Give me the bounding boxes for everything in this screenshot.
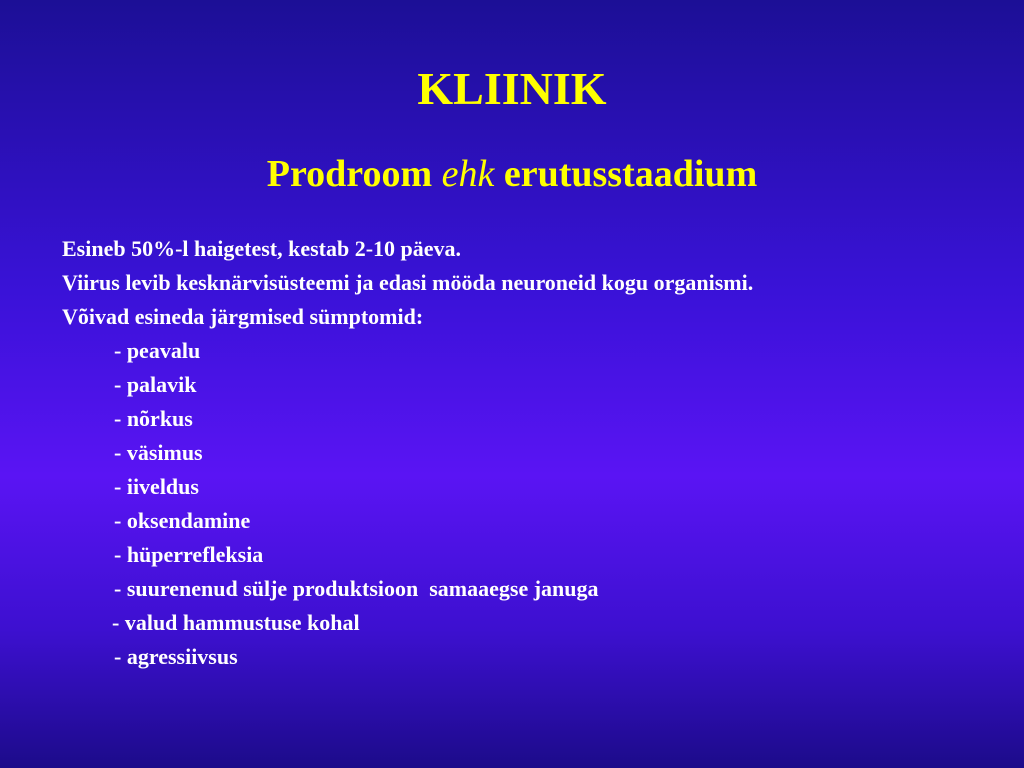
intro-line-3: Võivad esineda järgmised sümptomid: xyxy=(62,304,424,329)
subtitle-part-2-italic: ehk xyxy=(441,153,495,195)
intro-line-2: Viirus levib kesknärvisüsteemi ja edasi mööda neuroneid kogu organismi. xyxy=(62,270,754,295)
subtitle-part-3: erutusstaadium xyxy=(494,153,758,195)
symptom-item: - nõrkus xyxy=(114,406,193,431)
symptom-item: - palavik xyxy=(114,372,197,397)
subtitle-part-1: Prodroom xyxy=(266,153,442,195)
symptom-item: - suurenenud sülje produktsioon samaaegse januga xyxy=(114,576,599,601)
slide-subtitle xyxy=(0,150,1024,198)
symptom-item: - agressiivsus xyxy=(114,644,238,669)
intro-line-1: Esineb 50%-l haigetest, kestab 2-10 päeva. xyxy=(62,236,462,261)
symptom-item: - peavalu xyxy=(114,338,201,363)
symptom-item: - väsimus xyxy=(114,440,203,465)
symptom-item: - iiveldus xyxy=(114,474,199,499)
symptom-item: - valud hammustuse kohal xyxy=(112,610,360,635)
slide-body xyxy=(62,232,1002,674)
slide-title: KLIINIK xyxy=(417,63,607,114)
symptom-item: - oksendamine xyxy=(114,508,251,533)
symptom-item: - hüperrefleksia xyxy=(114,542,264,567)
